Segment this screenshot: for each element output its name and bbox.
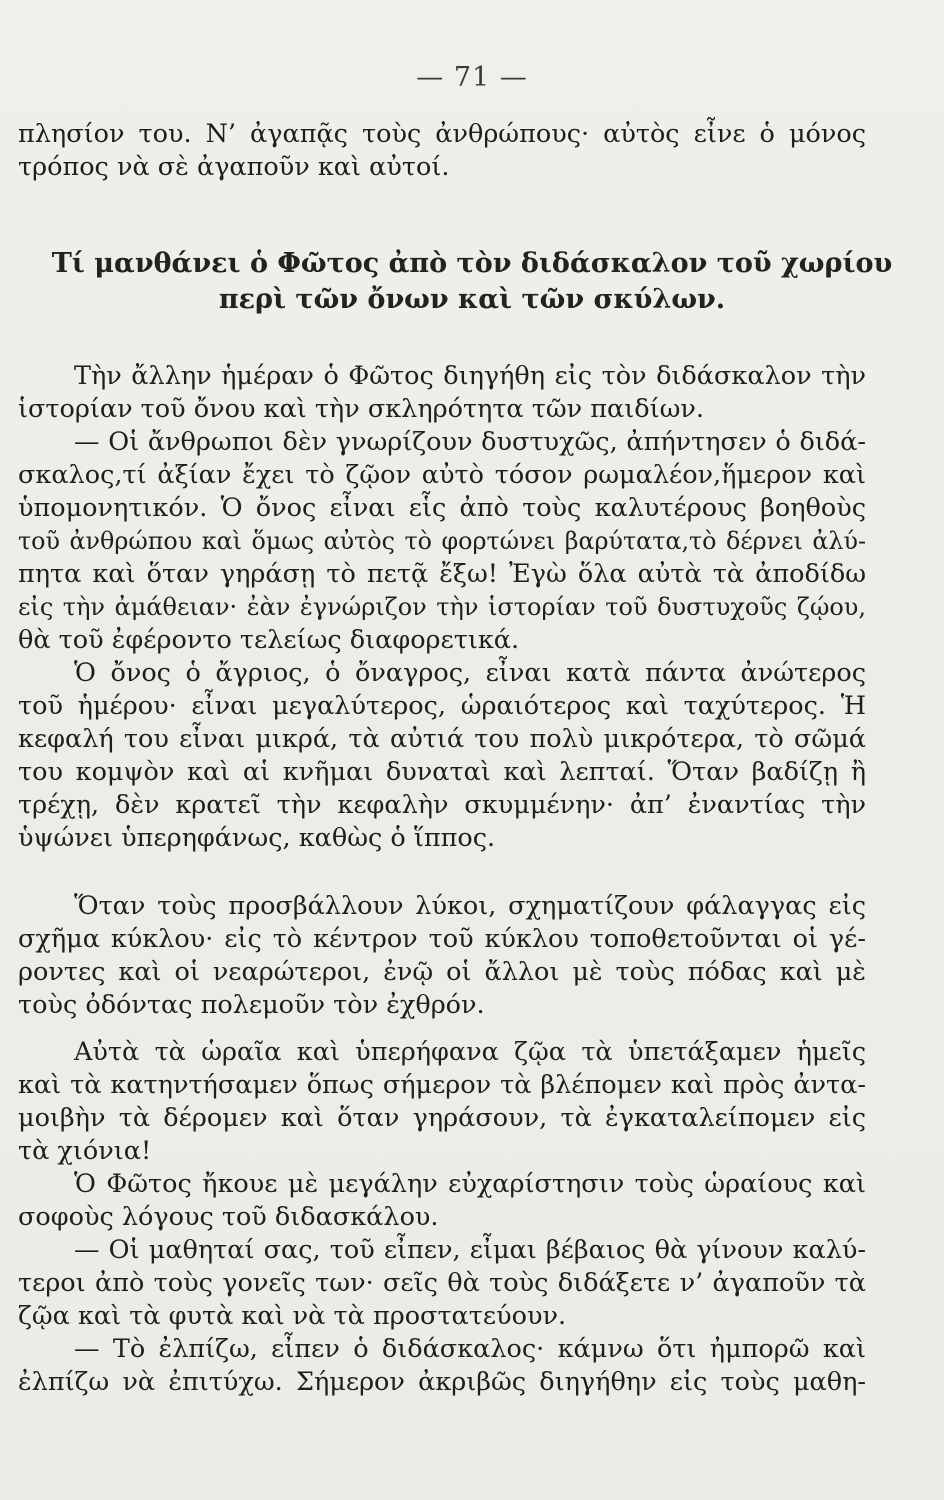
text-line: — Οἱ ἄνθρωποι δὲν γνωρίζουν δυστυχῶς, ἀπήντησεν ὁ διδά- (74, 427, 866, 457)
text-line: ἐλπίζω νὰ ἐπιτύχω. Σήμερον ἀκριβῶς διηγήθην εἰς τοὺς μαθη- (18, 1367, 866, 1397)
text-line: πλησίον του. Ν’ ἀγαπᾷς τοὺς ἀνθρώπους· αὐτὸς εἶνε ὁ μόνος (18, 119, 866, 149)
text-line: Ὁ ὄνος ὁ ἄγριος, ὁ ὄναγρος, εἶναι κατὰ πάντα ἀνώτερος (74, 658, 866, 688)
text-line: καὶ τὰ κατηντήσαμεν ὅπως σήμερον τὰ βλέπομεν καὶ πρὸς ἀντα- (18, 1070, 866, 1100)
text-line: — Οἱ μαθηταί σας, τοῦ εἶπεν, εἶμαι βέβαιος θὰ γίνουν καλύ- (74, 1235, 866, 1265)
text-line: τὰ χιόνια! (18, 1136, 152, 1166)
text-line: Ὅταν τοὺς προσβάλλουν λύκοι, σχηματίζουν φάλαγγας εἰς (74, 891, 866, 921)
text-line: μοιβὴν τὰ δέρομεν καὶ ὅταν γηράσουν, τὰ ἐγκαταλείπομεν εἰς (18, 1103, 866, 1133)
text-line: σκαλος,τί ἀξίαν ἔχει τὸ ζῷον αὐτὸ τόσον ρωμαλέον,ἥμερον καὶ (18, 460, 866, 490)
body-text (18, 890, 866, 1022)
text-line: Ὁ Φῶτος ἤκουε μὲ μεγάλην εὐχαρίστησιν τοὺς ὡραίους καὶ (74, 1169, 866, 1199)
body-text (18, 360, 866, 855)
text-line: τοῦ ἀνθρώπου καὶ ὅμως αὐτὸς τὸ φορτώνει βαρύτατα,τὸ δέρνει ἀλύ- (18, 527, 866, 555)
text-line: ζῷα καὶ τὰ φυτὰ καὶ νὰ τὰ προστατεύουν. (18, 1301, 567, 1331)
heading-line: Τί μανθάνει ὁ Φῶτος ἀπὸ τὸν διδάσκαλον τοῦ χωρίου (51, 248, 893, 279)
text-line: Τὴν ἄλλην ἡμέραν ὁ Φῶτος διηγήθη εἰς τὸν διδάσκαλον τὴν (74, 361, 866, 391)
text-line: ροντες καὶ οἱ νεαρώτεροι, ἐνῷ οἱ ἄλλοι μὲ τοὺς πόδας καὶ μὲ (18, 957, 866, 987)
top-paragraph (18, 118, 866, 184)
text-line: πητα καὶ ὅταν γηράσῃ τὸ πετᾷ ἔξω! Ἐγὼ ὅλα αὐτὰ τὰ ἀποδίδω (18, 559, 866, 589)
heading-line: περὶ τῶν ὄνων καὶ τῶν σκύλων. (218, 284, 726, 315)
text-line: τοῦ ἡμέρου· εἶναι μεγαλύτερος, ὡραιότερος καὶ ταχύτερος. Ἡ (18, 691, 866, 721)
text-line: ἱστορίαν τοῦ ὄνου καὶ τὴν σκληρότητα τῶν παιδίων. (18, 394, 704, 424)
text-line: — Τὸ ἐλπίζω, εἶπεν ὁ διδάσκαλος· κάμνω ὅτι ἠμπορῶ καὶ (74, 1334, 866, 1364)
text-line: σοφοὺς λόγους τοῦ διδασκάλου. (18, 1202, 439, 1232)
section-heading (0, 246, 944, 318)
text-line: ὑπομονητικόν. Ὁ ὄνος εἶναι εἷς ἀπὸ τοὺς καλυτέρους βοηθοὺς (18, 493, 866, 523)
text-line: κεφαλή του εἶναι μικρά, τὰ αὐτιά του πολὺ μικρότερα, τὸ σῶμά (18, 724, 866, 754)
text-line: θὰ τοῦ ἐφέροντο τελείως διαφορετικά. (18, 625, 520, 655)
text-line: Αὐτὰ τὰ ὡραῖα καὶ ὑπερήφανα ζῷα τὰ ὑπετάξαμεν ἡμεῖς (74, 1037, 866, 1067)
text-line: τεροι ἀπὸ τοὺς γονεῖς των· σεῖς θὰ τοὺς διδάξετε ν’ ἀγαποῦν τὰ (18, 1268, 866, 1298)
body-text (18, 1036, 866, 1399)
text-line: σχῆμα κύκλου· εἰς τὸ κέντρον τοῦ κύκλου τοποθετοῦνται οἱ γέ- (18, 924, 866, 954)
text-line: εἰς τὴν ἀμάθειαν· ἐὰν ἐγνώριζον τὴν ἱστορίαν τοῦ δυστυχοῦς ζῴου, (18, 593, 866, 621)
page-number: — 71 — (416, 62, 528, 93)
text-line: του κομψὸν καὶ αἱ κνῆμαι δυναταὶ καὶ λεπταί. Ὅταν βαδίζῃ ἢ (18, 757, 866, 787)
text-line: τρέχῃ, δὲν κρατεῖ τὴν κεφαλὴν σκυμμένην· ἀπ’ ἐναντίας τὴν (18, 790, 866, 820)
text-line: τρόπος νὰ σὲ ἀγαποῦν καὶ αὐτοί. (18, 152, 450, 182)
text-line: ὑψώνει ὑπερηφάνως, καθὼς ὁ ἵππος. (18, 823, 496, 853)
text-line: τοὺς ὀδόντας πολεμοῦν τὸν ἐχθρόν. (18, 990, 485, 1020)
